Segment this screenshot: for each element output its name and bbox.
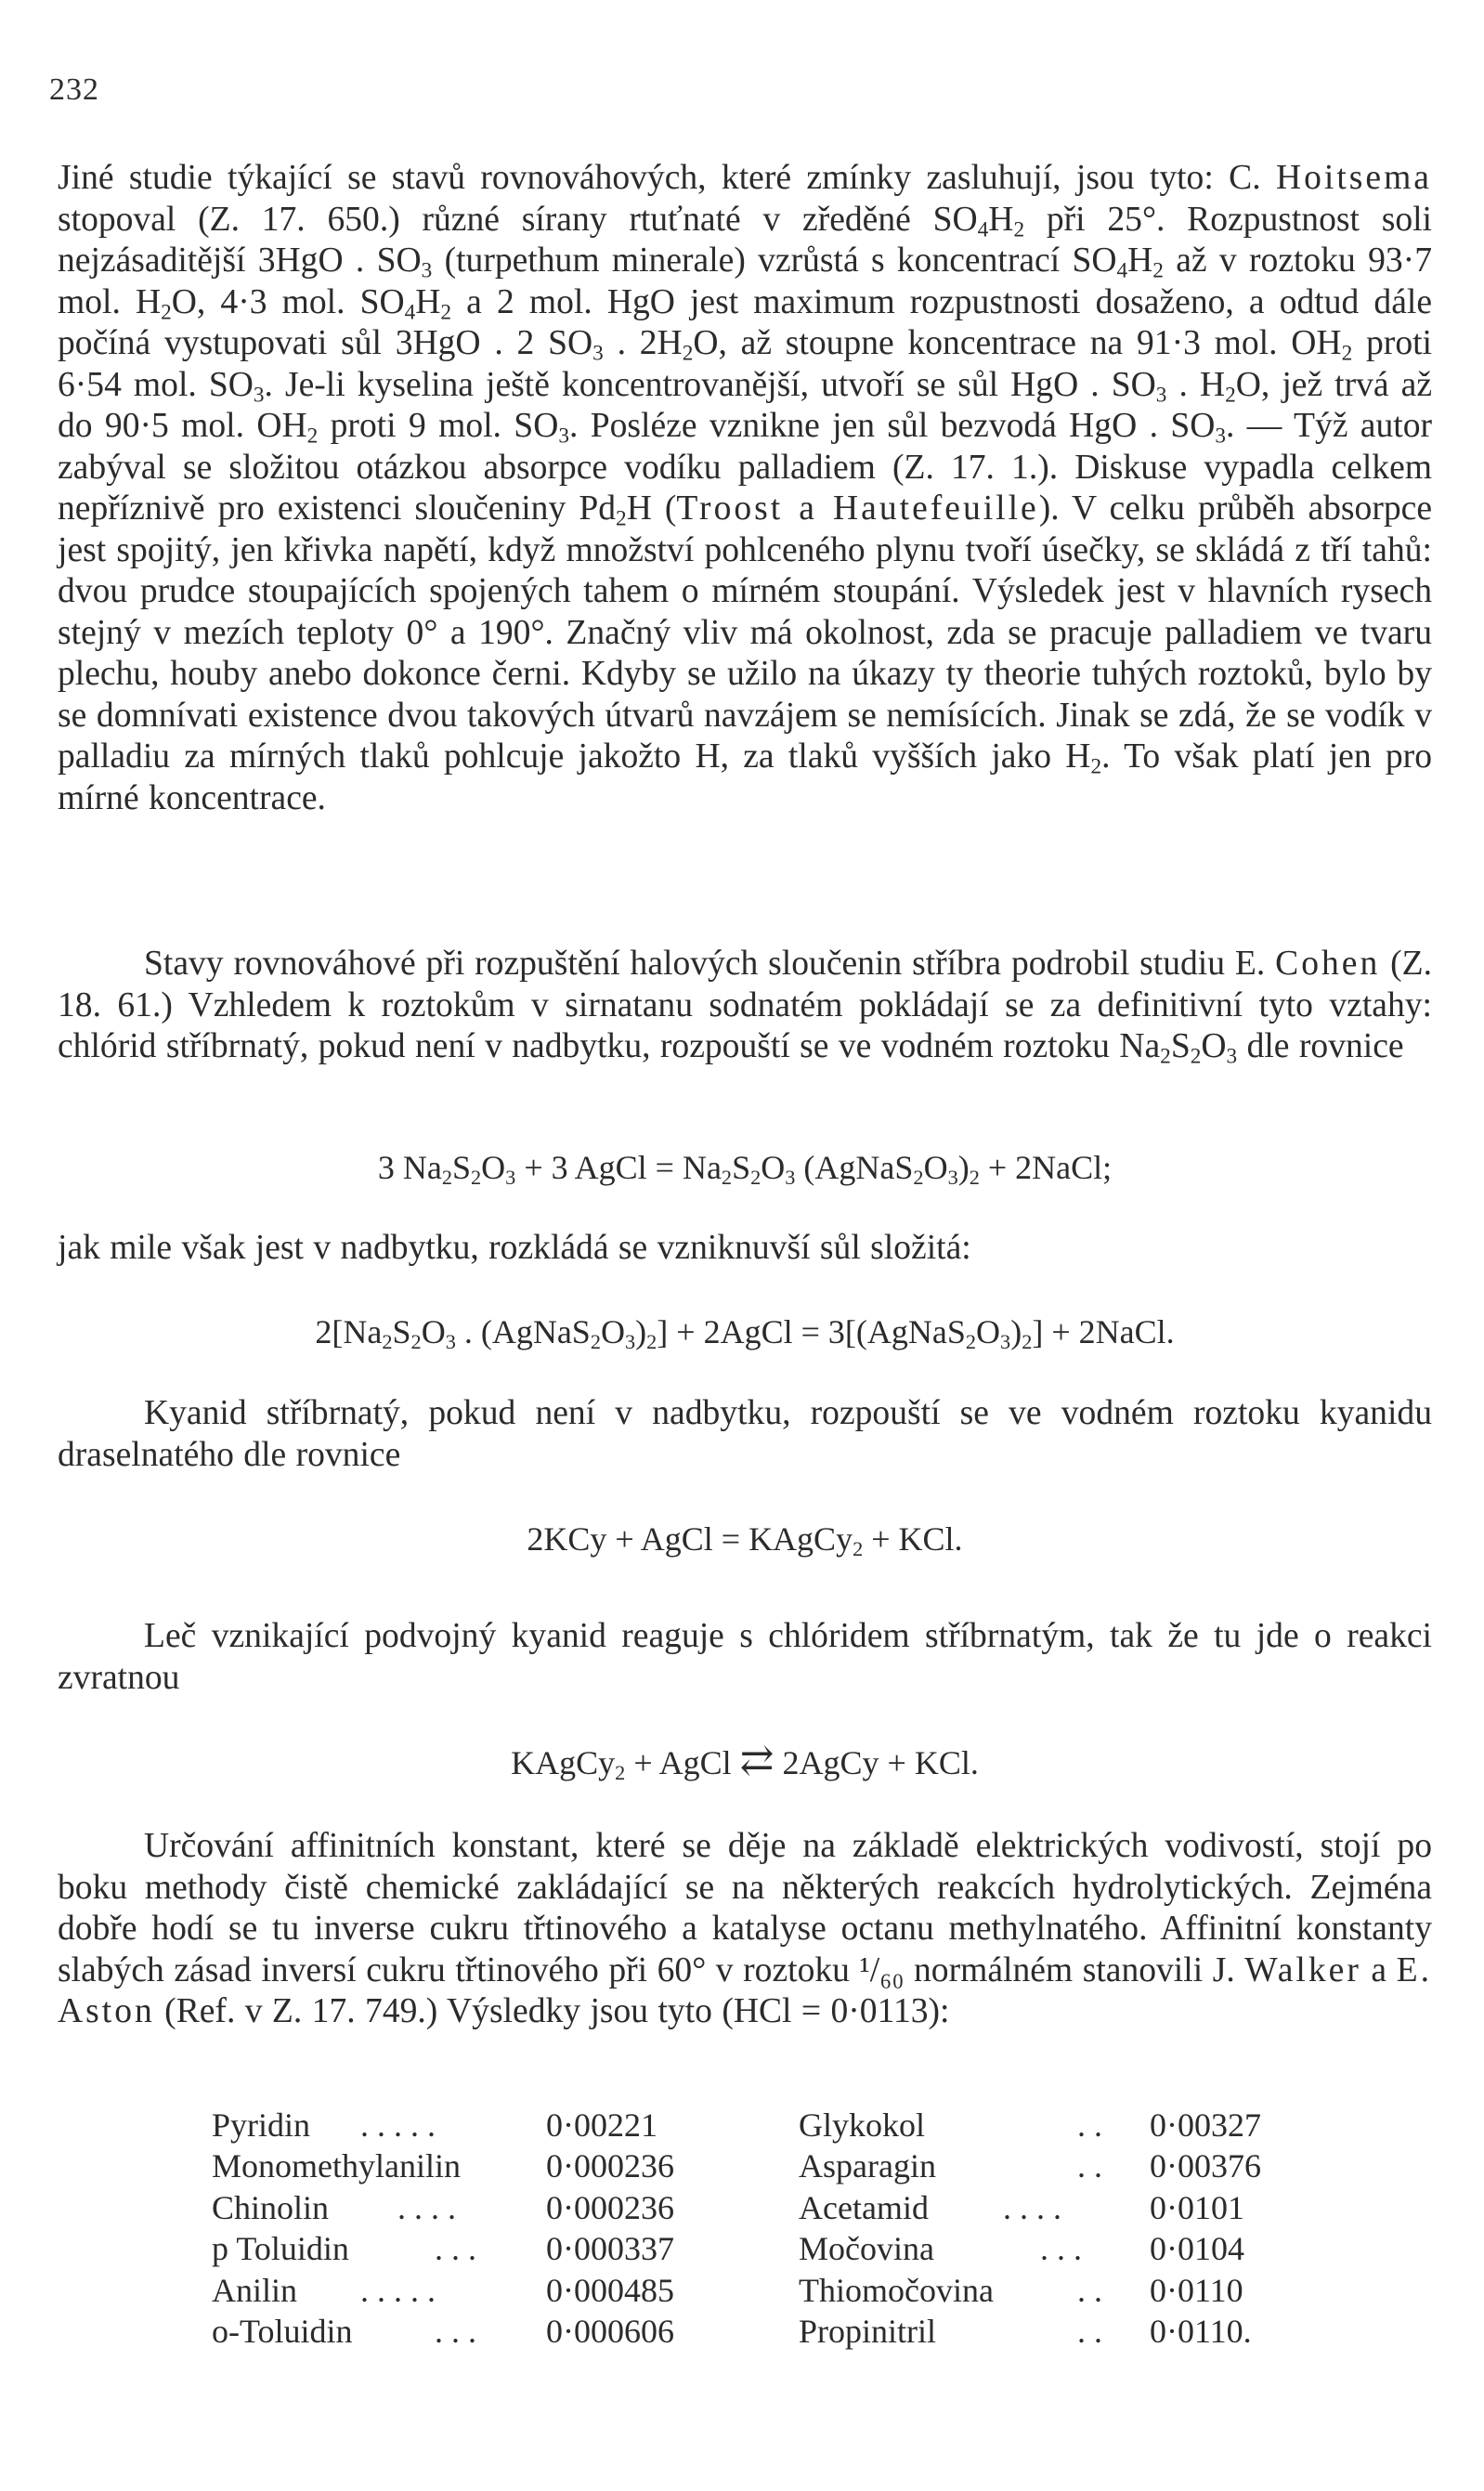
table-row: Chinolin . . . . 0·000236 (212, 2188, 674, 2226)
paragraph-cyanide: Kyanid stříbrnatý, pokud není v nadbytku, rozpouští se ve vodném roztoku kyanidu draselnatého dle rovnice (58, 1394, 1432, 1474)
table-column-left (212, 2105, 713, 2352)
author-name: Hoitsema (1275, 159, 1432, 197)
author-name: Walker (1244, 1950, 1361, 1989)
paragraph-excess: jak mile však jest v nadbytku, rozkládá se vzniknuvší sůl složitá: (58, 1229, 971, 1267)
table-column-right (799, 2105, 1319, 2352)
table-row: Glykokol . . 0·00327 (799, 2106, 1261, 2144)
table-row: Thiomočovina . . 0·0110 (799, 2271, 1243, 2309)
author-name: Troost a Hautefeuille (676, 489, 1039, 528)
table-row: Monomethylanilin 0·000236 (212, 2147, 674, 2185)
table-row: Močovina . . . 0·0104 (799, 2230, 1244, 2268)
equation-4: KAgCy$_2$ + AgCl ⇄ 2AgCy + KCl. (511, 1738, 979, 1785)
table-row: Asparagin . . 0·00376 (799, 2147, 1261, 2185)
table-row: Anilin . . . . . 0·000485 (212, 2271, 674, 2309)
paragraph-silver-halides: Stavy rovnováhové při rozpuštění halových sloučenin stříbra podrobil studiu E. Cohen (Z. 18. 61.) Vzhledem k roztokům v sirnatanu sodnatém pokládají se za definitivní tyto vztahy: chlórid stříbrnatý, pokud není v nadbytku, rozpouští se ve vodném roztoku $Na_2S_2O_3$ dle rovnice (58, 945, 1433, 1069)
paragraph-double-cyanide: Leč vznikající podvojný kyanid reaguje s chlóridem stříbrnatým, tak že tu jde o reakci zvratnou (58, 1617, 1432, 1697)
reversible-arrow: ⇄ (739, 1738, 775, 1783)
table-row: Pyridin . . . . . 0·00221 (212, 2106, 657, 2144)
paragraph-affinity-constants: Určování affinitních konstant, které se děje na základě elektrických vodivostí, stojí po boku methody čistě chemické zakládající se na některých reakcích hydrolytických. Zejména dobře hodí se tu inverse cukru třtinového a katalyse octanu methylnatého. Affinitní konstanty slabých zásad inversí cukru třtinového při 60° v roztoku ¹/₆₀ normálném stanovili J. Walker a E. Aston (Ref. v Z. 17. 749.) Výsledky jsou tyto (HCl = 0·0113): (58, 1827, 1433, 2030)
author-name: E. Aston (58, 1950, 1433, 2030)
paragraph-equilibrium-studies: Jiné studie týkající se stavů rovnováhových, které zmínky zasluhují, jsou tyto: C. Hoitsema stopoval (Z. 17. 650.) různé sírany rtuťnaté v zředěné $SO_4H_2$ při 25°. Rozpustnost soli nejzásaditější 3HgO . $SO_3$ (turpethum minerale) vzrůstá s koncentrací $SO_4H_2$ až v roztoku 93·7 mol. $H_2O$, 4·3 mol. $SO_4H_2$ a 2 mol. HgO jest maximum rozpustnosti dosaženo, a odtud dále počíná vystupovati sůl 3HgO . 2 $SO_3$ . $2H_2O$, až stoupne koncentrace na 91·3 mol. $OH_2$ proti 6·54 mol. $SO_3$. Je-li kyselina ještě koncentrovanější, utvoří se sůl HgO . $SO_3$ . $H_2O$, jež trvá až do 90·5 mol. $OH_2$ proti 9 mol. $SO_3$. Posléze vznikne jen sůl bezvodá HgO . $SO_3$. — Týž autor zabýval se složitou otázkou absorpce vodíku palladiem (Z. 17. 1.). Diskuse vypadla celkem nepříznivě pro existenci sloučeniny $Pd_2H$ (Troost a Hautefeuille). V celku průběh absorpce jest spojitý, jen křivka napětí, když množství pohlceného plynu tvoří úsečky, se skládá z tří tahů: dvou prudce stoupajících spojených tahem o mírném stoupání. Výsledek jest v hlavních rysech stejný v mezích teploty 0° a 190°. Značný vliv má okolnost, zda se pracuje palladiem ve tvaru plechu, houby anebo dokonce černi. Kdyby se užilo na úkazy ty theorie tuhých roztoků, bylo by se domnívati existence dvou takových útvarů navzájem se nemísících. Jinak se zdá, že se vodík v palladiu za mírných tlaků pohlcuje jakožto H, za tlaků vyšších jako $H_2$. To však platí jen pro mírné koncentrace. (58, 159, 1433, 817)
equation-1: 3 $Na_2S_2O_3 + 3$ AgCl = $Na_2S_2O_3$ $(AgNaS_2O_3)_2$ + 2NaCl; (377, 1149, 1113, 1190)
table-row: Propinitril . . 0·0110. (799, 2312, 1252, 2350)
table-row: Acetamid . . . . 0·0101 (799, 2188, 1244, 2226)
equation-3: 2KCy + AgCl = KAgCy$_2$ + KCl. (527, 1520, 963, 1561)
table-row: o-Toluidin . . . 0·000606 (212, 2312, 674, 2350)
page-number: 232 (49, 72, 99, 107)
equation-2: $2[Na_2S_2O_3$ . $(AgNaS_2O_3)_2$] + 2AgCl = $3[(AgNaS_2O_3)_2]$ + 2NaCl. (315, 1313, 1175, 1354)
author-name: Cohen (1275, 945, 1381, 983)
table-row: p Toluidin . . . 0·000337 (212, 2230, 674, 2268)
